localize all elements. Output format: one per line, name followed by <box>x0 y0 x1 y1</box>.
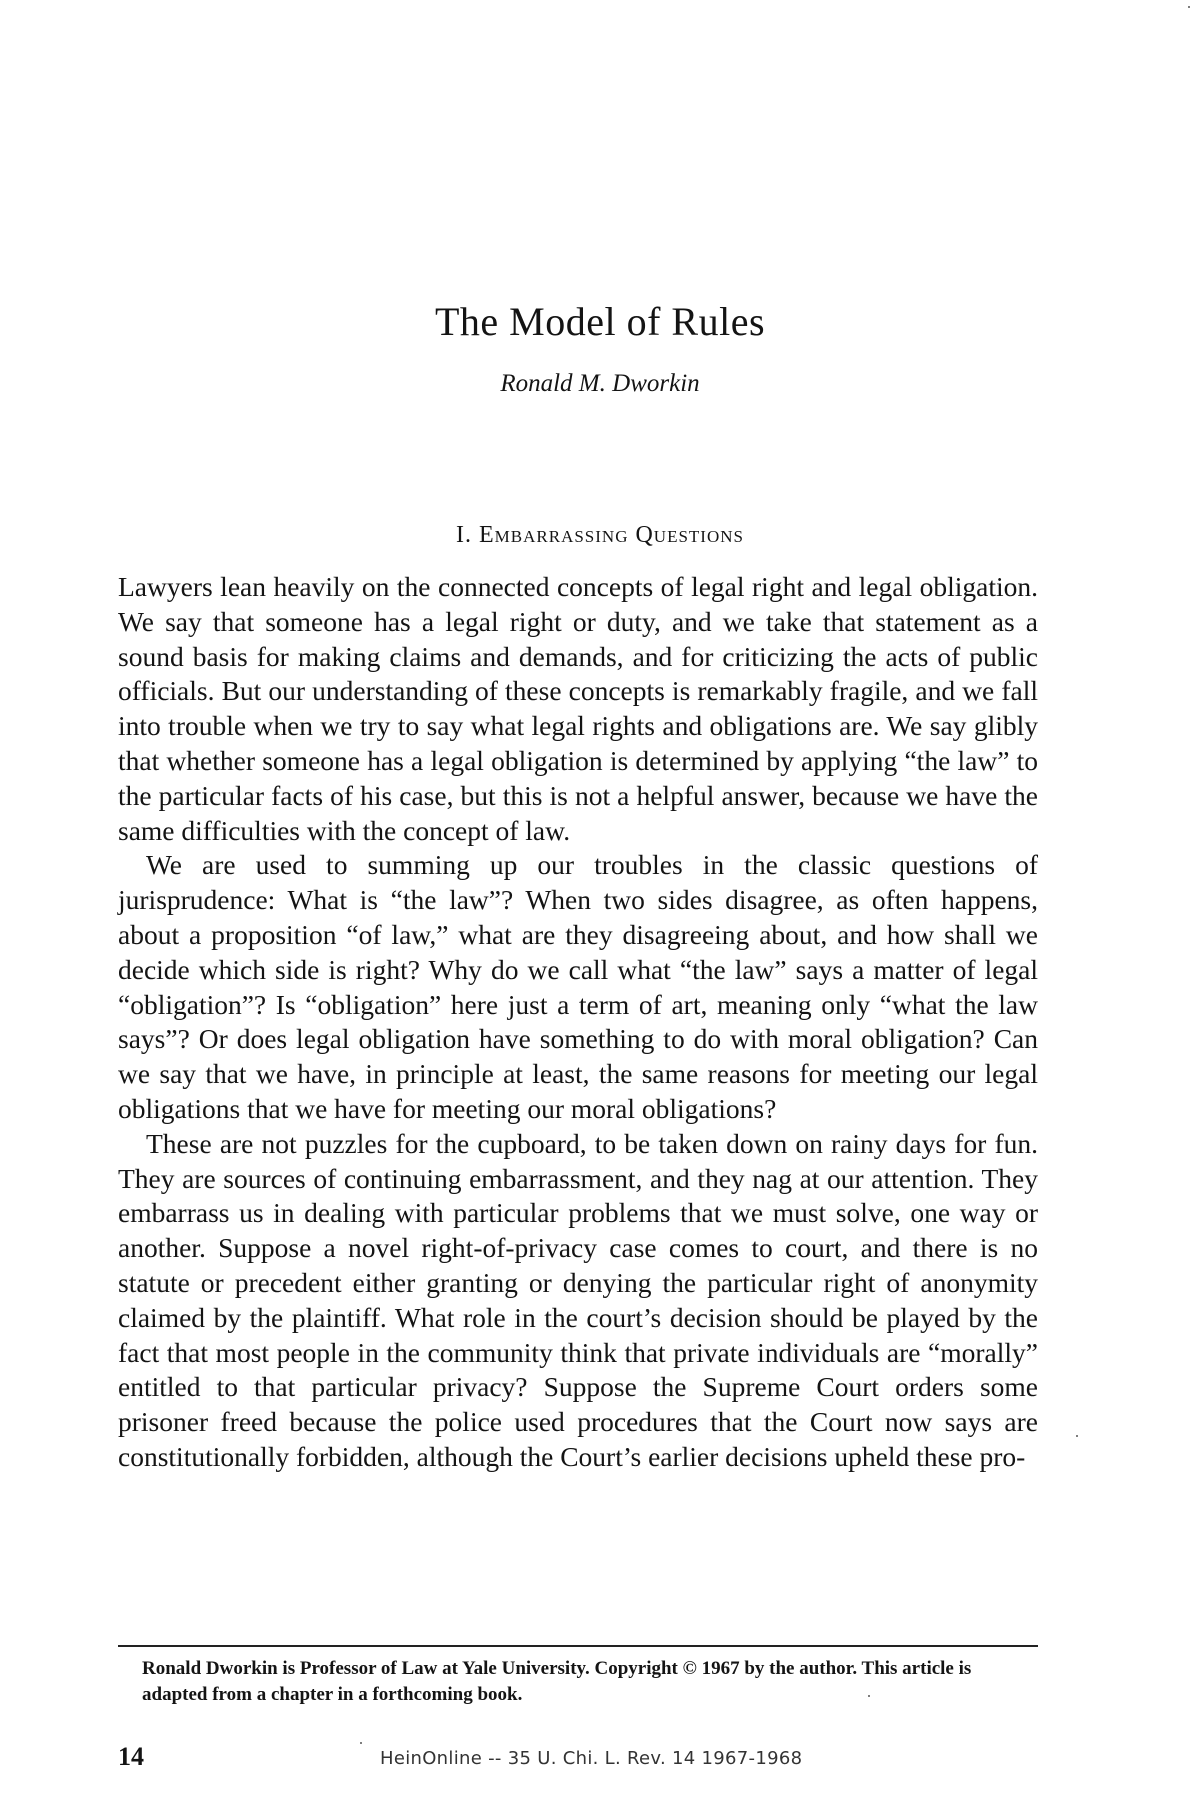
page-number: 14 <box>118 1742 144 1771</box>
body-text <box>118 570 1038 1475</box>
paragraph-3: These are not puzzles for the cupboard, to be taken down on rainy days for fun. They are sources of continuing embarrassment, and they nag at our attention. They embarrass us in dealing with particular problems that we must solve, one way or another. Suppose a novel right-of-privacy case comes to court, and there is no statute or precedent either granting or denying the particular right of anonymity claimed by the plaintiff. What role in the court’s decision should be played by the fact that most people in the community think that private individuals are “morally” entitled to that particular privacy? Suppose the Supreme Court orders some prisoner freed because the police used procedures that the Court now says are constitutionally forbidden, although the Court’s earlier decisions upheld these pro- <box>118 1127 1038 1472</box>
article-author: Ronald M. Dworkin <box>500 370 700 397</box>
scan-speck <box>360 1742 362 1744</box>
article-title: The Model of Rules <box>434 299 766 344</box>
source-citation: HeinOnline -- 35 U. Chi. L. Rev. 14 1967-1968 <box>380 1748 803 1769</box>
footnote-divider <box>118 1645 1038 1647</box>
paragraph-1: Lawyers lean heavily on the connected concepts of legal right and legal obligation. We say that someone has a legal right or duty, and we take that statement as a sound basis for making claims and demands, and for criticizing the acts of public officials. But our understanding of these concepts is remarkably fragile, and we fall into trouble when we try to say what legal rights and obligations are. We say glibly that whether someone has a legal obligation is determined by applying “the law” to the particular facts of his case, but this is not a helpful answer, because we have the same difficulties with the concept of law. <box>118 571 1038 846</box>
scan-speck <box>1076 1435 1078 1437</box>
paragraph-2: We are used to summing up our troubles in the classic questions of jurisprudence: What is “the law”? When two sides disagree, as often happens, about a proposition “of law,” what are they disagreeing about, and how shall we decide which side is right? Why do we call what “the law” says a matter of legal “obligation”? Is “obligation” here just a term of art, meaning only “what the law says”? Or does legal obligation have something to do with moral obligation? Can we say that we have, in principle at least, the same reasons for meeting our legal obligations that we have for meeting our moral obligations? <box>118 849 1038 1124</box>
scan-speck <box>868 1695 870 1697</box>
scan-speck <box>1188 6 1190 8</box>
author-footnote: Ronald Dworkin is Professor of Law at Yale University. Copyright © 1967 by the author. This article is adapted from a chapter in a forthcoming book. <box>142 1658 972 1705</box>
section-heading: I. Embarrassing Questions <box>456 522 744 548</box>
